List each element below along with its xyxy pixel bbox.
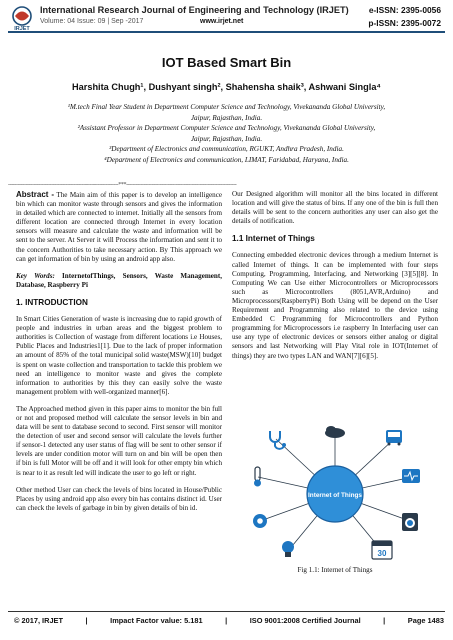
thermometer-icon (254, 467, 261, 487)
iot-figure (246, 425, 424, 563)
logo-text: IRJET (14, 26, 30, 31)
bus-icon (386, 430, 402, 446)
irjet-logo-icon (8, 5, 36, 31)
affiliation-1: ¹M.tech Final Year Student in Department Computer Science and Technology, Vivekananda Global University, (67, 103, 386, 111)
footer-impact-factor: Impact Factor value: 5.181 (110, 616, 203, 625)
page-footer (14, 616, 444, 625)
cloud-icon (325, 426, 345, 438)
affiliation-4: ⁴Department of Electronics and communication, LIMAT, Faridabad, Haryana, India. (104, 155, 349, 164)
affiliation-3: ³Department of Electronics and communication, RGUKT, Andhra Pradesh, India. (109, 145, 344, 153)
washing-machine-icon (402, 513, 418, 531)
introduction-heading: 1. INTRODUCTION (16, 297, 88, 307)
iot-paragraph: Connecting embedded electronic devices through a medium Internet is called Internet of things. It can be implemented with four steps Computing, Programming, Interfacing, and Networking [3][5][8]. In Computing We can Use either Microcontrollers or Microprocessors such as Microcontrollers (8051,AVR,Arduino) and Microprocessors(RaspberryPi) Both Using will be depend on the User Requirement and Programming also related to the device using Embedded C Programming for Microcontrollers and Python programming for Microprocessors i.e raspberry In Interfacing user can use any type of electronic devices or sensors either analog or digital sensors and last Networking will Play Vital role in IOT(Internet of things) they are two types LAN and WAN[7][6][5]. (232, 251, 438, 360)
affiliation-2: ²Assistant Professor in Department Computer Science and Technology, Vivekananda Global University, (77, 124, 376, 132)
footer-copyright: © 2017, IRJET (14, 616, 63, 625)
footer-rule (8, 611, 445, 612)
affiliation-2-location: Jaipur, Rajasthan, India. (190, 134, 263, 143)
intro-paragraph-2: The Approached method given in this paper aims to monitor the bin full or not and proposed method will calculate the sensor levels in bin and data will be sent to database second to second. First sensor will monitor the detection of user and second sensor will calculate the levels further if sensor-1 detected any user status of flag will be sent to other sensor if levels are under condition motor will turn on and bin will be open then if bin is full Motor will be off and it will look for other empty bin which is near to it as result led will indicate the user to go left or right. (16, 404, 222, 477)
left-column (16, 190, 222, 521)
calendar-icon (372, 541, 392, 559)
journal-title: International Research Journal of Engineering and Technology (IRJET) (40, 5, 349, 15)
journal-website-link[interactable]: www.irjet.net (200, 18, 244, 25)
section-divider: ---------------------------------------------------------------------***--------------------------------------------------------------------- (8, 182, 237, 188)
footer-iso: ISO 9001:2008 Certified Journal (249, 616, 361, 625)
paper-title: IOT Based Smart Bin (161, 55, 292, 70)
footer-separator: | (383, 616, 386, 625)
volume-issue: Volume: 04 Issue: 09 | Sep -2017 (40, 18, 144, 25)
right-column (232, 190, 438, 369)
ekg-monitor-icon (402, 469, 420, 483)
keywords-label: Key Words: (16, 271, 55, 280)
p-issn: p-ISSN: 2395-0072 (368, 18, 441, 28)
footer-page-number: Page 1483 (407, 616, 444, 625)
e-issn: e-ISSN: 2395-0056 (368, 5, 441, 15)
intro-paragraph-3: Other method User can check the levels of bins located in House/Public Places by using android app also every bin has contains distinct id. User can check the levels of garbage in bin by given details of bin id. (16, 485, 222, 512)
keywords (16, 272, 222, 290)
intro-paragraph-1: In Smart Cities Generation of waste is increasing due to rapid growth of people and industries in urban areas and the biggest problem to authorities is Collection of wastage from different locations i.e Houses, Public Places and Industries1[1]. Due to the lack of proper information an amount of 85% of the total municipal solid waste(MSW)[10] budget is spent on waste collection and transportation to tackle this problem we need an intelligence to monitor waste and gives the complete information to authorities by this they can easily solve the waste management problem with well-organized manner[6]. (16, 315, 222, 396)
footer-separator: | (225, 616, 228, 625)
right-paragraph-1: Our Designed algorithm will monitor all the bins located in different location and will give the status of bins. If any one of the bin is full then details will be sent to the concern authorities any user can also get the details of notification. (232, 190, 438, 226)
calendar-number: 30 (377, 549, 387, 558)
journal-header (0, 0, 453, 36)
stethoscope-icon (270, 431, 286, 449)
affiliation-1-location: Jaipur, Rajasthan, India. (190, 113, 263, 122)
author-list: Harshita Chugh¹, Dushyant singh², Shahensha shaik³, Ashwani Singla⁴ (72, 82, 381, 92)
iot-hub (307, 466, 363, 522)
figure-caption: Fig 1.1: Internet of Things (297, 566, 373, 574)
abstract-text: The Main aim of this paper is to develop an intelligence bin which can monitor waste through sensors and gives the information in detailed which are connected to internet. Initially all the sensors from different location are connected through Internet in every location sensors will measure and calculate the waste and information will be sent to the server. At Server it will Process the information and sent it to the concern Authorities to take necessary action. By This approach we can get information of bin by using an android app also. (16, 191, 222, 263)
lightbulb-icon (282, 541, 294, 557)
header-rule (8, 31, 445, 33)
iot-hub-label: Internet of Things (308, 492, 362, 499)
gear-icon (253, 514, 267, 528)
abstract-label: Abstract - (16, 190, 55, 199)
keywords-text: InternetofThings, Sensors, Waste Management, Database, Raspberry Pi (16, 271, 222, 289)
footer-separator: | (85, 616, 88, 625)
abstract (16, 190, 222, 264)
iot-heading: 1.1 Internet of Things (232, 234, 315, 244)
